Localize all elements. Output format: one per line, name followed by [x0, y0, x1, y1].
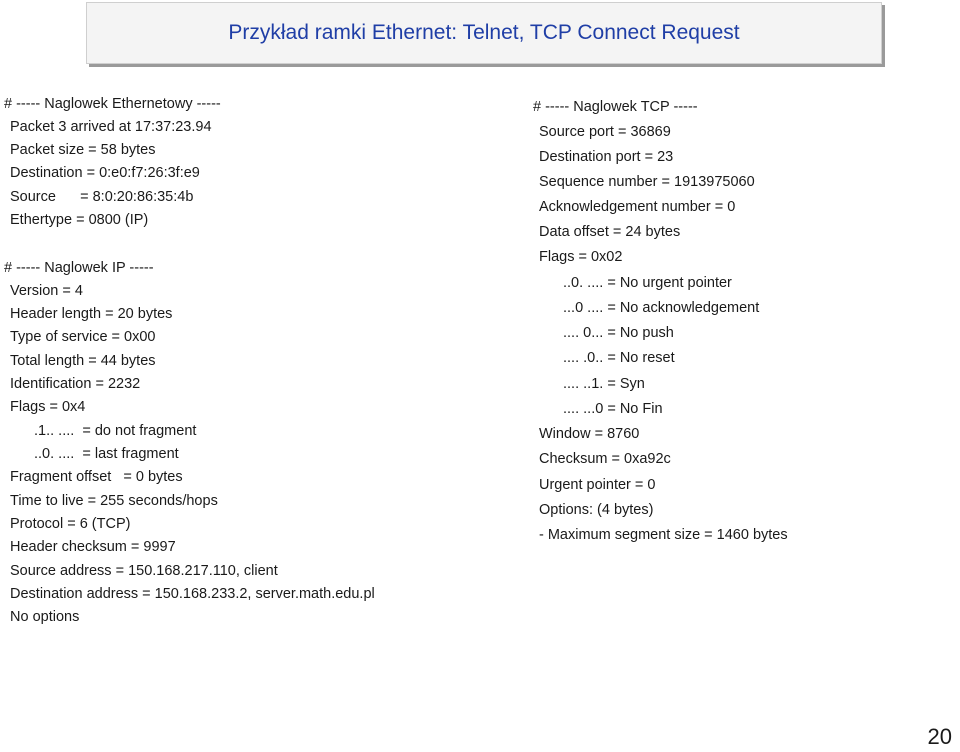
tcp-ack-number: Acknowledgement number = 0	[539, 199, 736, 215]
ip-header-length: Header length = 20 bytes	[10, 306, 173, 322]
ip-header-heading: # ----- Naglowek IP -----	[4, 260, 154, 276]
ip-flags: Flags = 0x4	[10, 399, 86, 415]
ip-flag-last-fragment: ..0. .... = last fragment	[34, 446, 179, 462]
ip-source-address: Source address = 150.168.217.110, client	[10, 563, 278, 579]
tcp-window: Window = 8760	[539, 426, 640, 442]
page-number: 20	[927, 724, 952, 749]
tcp-mss-option: - Maximum segment size = 1460 bytes	[539, 527, 788, 543]
ip-type-of-service: Type of service = 0x00	[10, 329, 156, 345]
tcp-checksum: Checksum = 0xa92c	[539, 451, 671, 467]
slide-title-box	[86, 2, 882, 64]
ip-ttl: Time to live = 255 seconds/hops	[10, 493, 218, 509]
ip-fragment-offset: Fragment offset = 0 bytes	[10, 469, 183, 485]
ip-destination-address: Destination address = 150.168.233.2, server.math.edu.pl	[10, 586, 375, 602]
tcp-flag-urgent: ..0. .... = No urgent pointer	[563, 275, 732, 291]
tcp-flag-push: .... 0... = No push	[563, 325, 674, 341]
tcp-flag-reset: .... .0.. = No reset	[563, 350, 675, 366]
ethertype: Ethertype = 0800 (IP)	[10, 212, 149, 228]
ip-header-checksum: Header checksum = 9997	[10, 539, 176, 555]
ip-total-length: Total length = 44 bytes	[10, 353, 156, 369]
eth-source: Source = 8:0:20:86:35:4b	[10, 189, 194, 205]
tcp-flags: Flags = 0x02	[539, 249, 623, 265]
ethernet-header-heading: # ----- Naglowek Ethernetowy -----	[4, 96, 221, 112]
ip-protocol: Protocol = 6 (TCP)	[10, 516, 131, 532]
tcp-source-port: Source port = 36869	[539, 124, 671, 140]
ip-flag-dont-fragment: .1.. .... = do not fragment	[34, 423, 197, 439]
packet-size: Packet size = 58 bytes	[10, 142, 156, 158]
tcp-urgent-pointer: Urgent pointer = 0	[539, 477, 656, 493]
packet-arrival: Packet 3 arrived at 17:37:23.94	[10, 119, 212, 135]
ip-identification: Identification = 2232	[10, 376, 141, 392]
tcp-flag-ack: ...0 .... = No acknowledgement	[563, 300, 760, 316]
eth-destination: Destination = 0:e0:f7:26:3f:e9	[10, 165, 200, 181]
tcp-flag-fin: .... ...0 = No Fin	[563, 401, 663, 417]
slide-title: Przykład ramki Ethernet: Telnet, TCP Connect Request	[228, 21, 740, 44]
tcp-options: Options: (4 bytes)	[539, 502, 654, 518]
tcp-flag-syn: .... ..1. = Syn	[563, 376, 645, 392]
tcp-destination-port: Destination port = 23	[539, 149, 674, 165]
ip-options: No options	[10, 609, 80, 625]
tcp-data-offset: Data offset = 24 bytes	[539, 224, 681, 240]
tcp-sequence-number: Sequence number = 1913975060	[539, 174, 755, 190]
ip-version: Version = 4	[10, 283, 83, 299]
tcp-header-heading: # ----- Naglowek TCP -----	[533, 99, 698, 115]
